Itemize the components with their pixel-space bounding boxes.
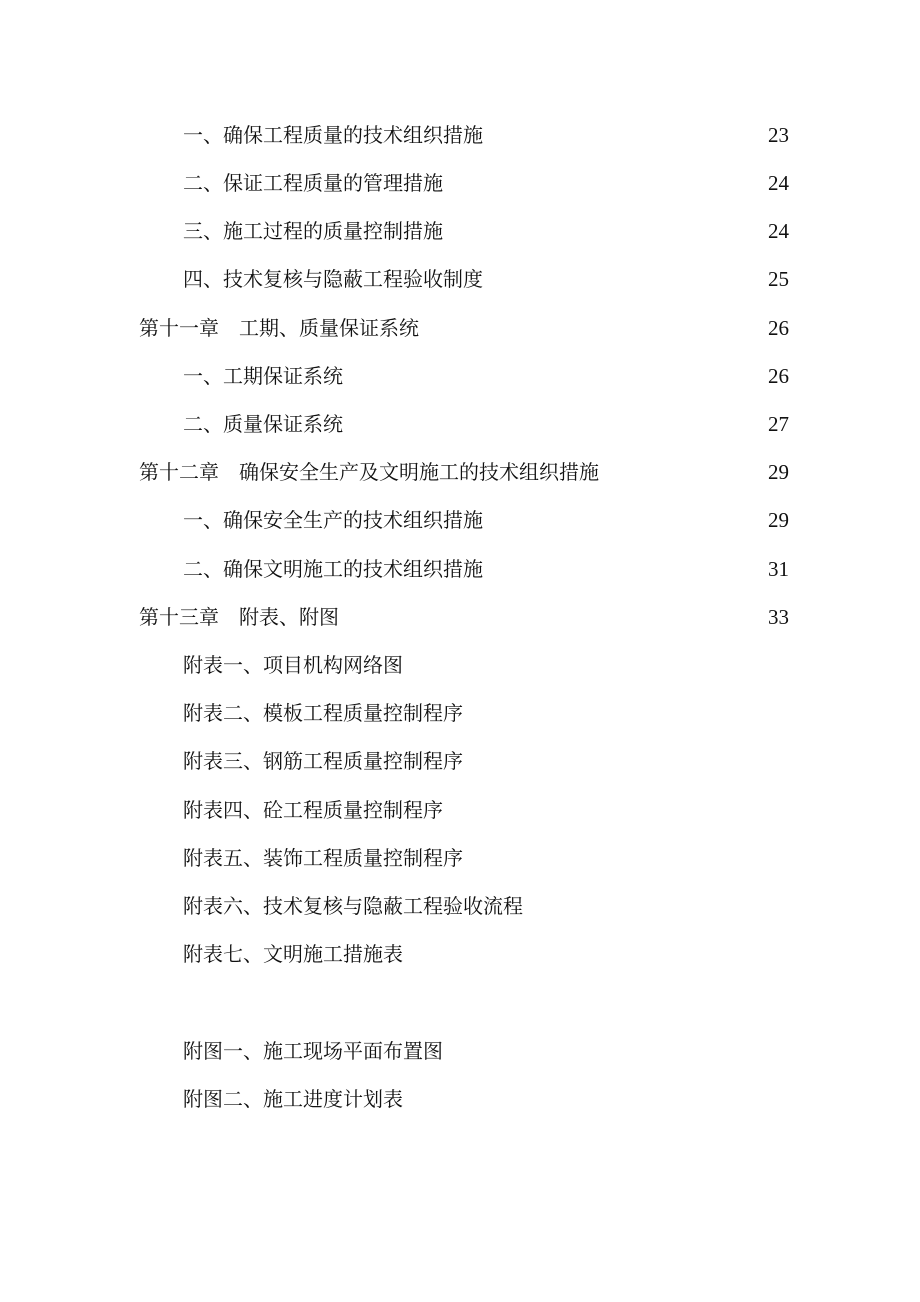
toc-chapter-title: 第十三章 附表、附图 [139,605,339,629]
toc-entry-title: 附表七、文明施工措施表 [183,942,403,966]
toc-entry [183,698,789,728]
toc-entry-page: 25 [768,267,789,291]
toc-entry [183,120,789,150]
toc-entry [183,361,789,391]
toc-entry-title: 附图二、施工进度计划表 [183,1087,403,1111]
toc-entry-page: 29 [768,460,789,484]
toc-entry-title: 附表三、钢筋工程质量控制程序 [183,749,463,773]
toc-entry-title: 二、确保文明施工的技术组织措施 [183,557,483,581]
toc-entry-title: 三、施工过程的质量控制措施 [183,219,443,243]
toc-entry-page: 24 [768,171,789,195]
toc-entry [183,505,789,535]
toc-entry-title: 二、质量保证系统 [183,412,343,436]
toc-entry-title: 二、保证工程质量的管理措施 [183,171,443,195]
toc-entry-title: 四、技术复核与隐蔽工程验收制度 [183,267,483,291]
toc-entry [183,409,789,439]
toc-entry-page: 26 [768,316,789,340]
toc-entry [183,843,789,873]
toc-entry [183,216,789,246]
toc-chapter-entry [139,457,789,487]
toc-entry [183,554,789,584]
toc-entry [183,795,789,825]
toc-entry [183,650,789,680]
toc-entry [183,891,789,921]
toc-entry [183,1084,789,1114]
toc-entry [183,939,789,969]
toc-entry [183,746,789,776]
toc-entry-title: 附表一、项目机构网络图 [183,653,403,677]
toc-entry [183,1036,789,1066]
toc-entry-title: 附表六、技术复核与隐蔽工程验收流程 [183,894,523,918]
toc-entry [183,168,789,198]
toc-entry-title: 附表二、模板工程质量控制程序 [183,701,463,725]
toc-entry-page: 24 [768,219,789,243]
toc-entry-page: 33 [768,605,789,629]
toc-entry-title: 附表四、砼工程质量控制程序 [183,798,443,822]
toc-entry-title: 附图一、施工现场平面布置图 [183,1039,443,1063]
toc-chapter-title: 第十二章 确保安全生产及文明施工的技术组织措施 [139,460,599,484]
toc-entry-page: 29 [768,508,789,532]
toc-chapter-title: 第十一章 工期、质量保证系统 [139,316,419,340]
toc-entry-title: 附表五、装饰工程质量控制程序 [183,846,463,870]
toc-entry-page: 23 [768,123,789,147]
toc-entry-page: 31 [768,557,789,581]
toc-entry [183,264,789,294]
toc-entry-title: 一、确保工程质量的技术组织措施 [183,123,483,147]
toc-entry-page: 26 [768,364,789,388]
toc-entry-title: 一、确保安全生产的技术组织措施 [183,508,483,532]
toc-entry-title: 一、工期保证系统 [183,364,343,388]
toc-entry-page: 27 [768,412,789,436]
toc-chapter-entry [139,313,789,343]
toc-chapter-entry [139,602,789,632]
